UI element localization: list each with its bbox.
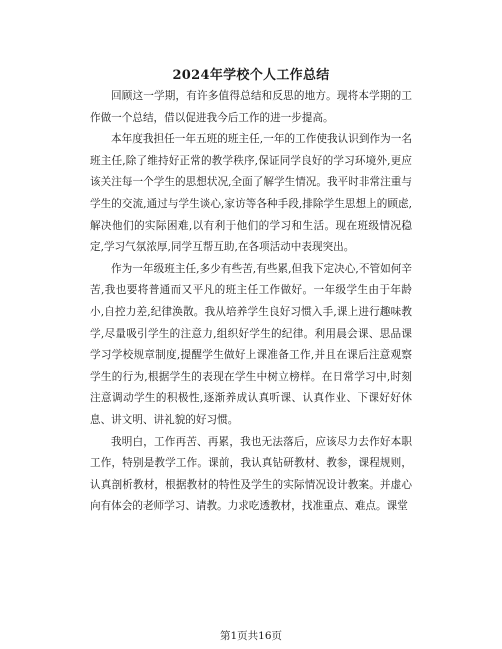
paragraph-teaching: 我明白，工作再苦、再累，我也无法落后，应该尽力去作好本职工作，特别是教学工作。课前，我认真钻研教材、教参，课程规则，认真剖析教材，根据教材的特性及学生的实际情况设计教案。并虚心向有体会的老师学习、请教。力求吃透教材，找准重点、难点。课堂: [90, 435, 412, 513]
page-number-footer: 第1页共16页: [219, 630, 283, 642]
paragraph-intro: 回顾这一学期，有许多值得总结和反思的地方。现将本学期的工作做一个总结，借以促进我今后工作的进一步提高。: [90, 90, 412, 124]
paragraph-first-grade: 作为一年级班主任,多少有些苦,有些累,但我下定决心,不管如何辛苦,我也要将普通而又平凡的班主任工作做好。一年级学生由于年龄小,自控力差,纪律涣散。我从培养学生良好习惯入手,课上进行趣味教学,尽量吸引学生的注意力,组织好学生的纪律。利用晨会课、思品课学习学校规章制度,提醒学生做好上课准备工作,并且在课后注意观察学生的行为,根据学生的表现在学生中树立榜样。在日常学习中,时刻注意调动学生的积极性,逐渐养成认真听课、认真作业、下课好好休息、讲文明、讲礼貌的好习惯。: [90, 262, 412, 426]
document-body: [90, 86, 412, 518]
paragraph-class-teacher: 本年度我担任一年五班的班主任,一年的工作使我认识到作为一名班主任,除了维持好正常的教学秩序,保证同学良好的学习环境外,更应该关注每一个学生的思想状况,全面了解学生情况。我平时非常注重与学生的交流,通过与学生谈心,家访等各种手段,排除学生思想上的顾虑,解决他们的实际困难,以有利于他们的学习和生活。现在班级情况稳定,学习气氛浓厚,同学互帮互助,在各项活动中表现突出。: [90, 133, 412, 254]
document-title: 2024年学校个人工作总结: [172, 68, 330, 83]
